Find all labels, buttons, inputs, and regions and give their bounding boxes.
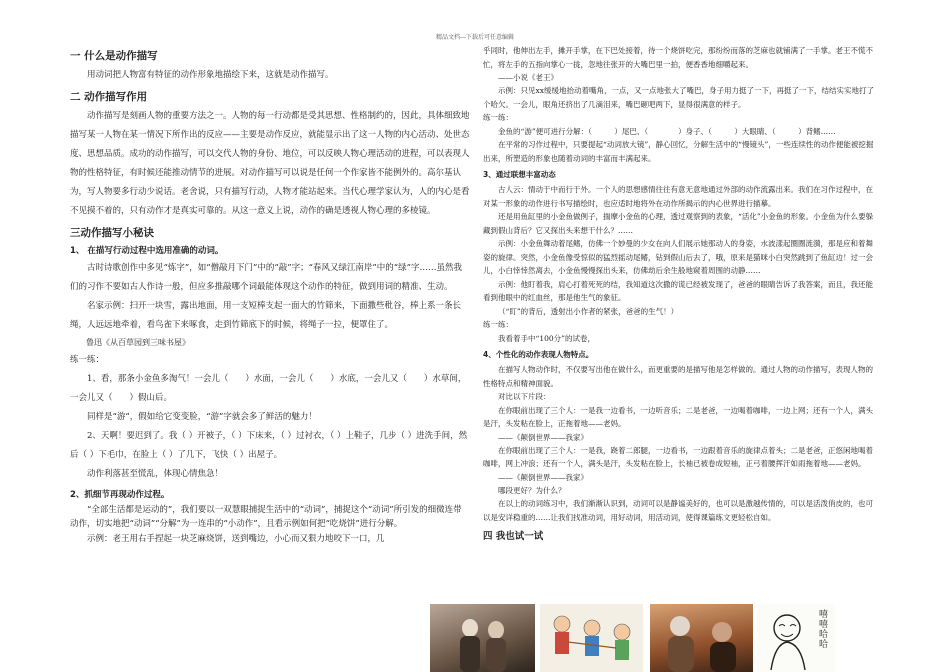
tip-4-fragment-1: 在你眼前出现了三个人：一是我一边看书，一边听音乐；二是老爸，一边喝着咖啡，一边上网；还有一个人，满头是汗，头发粘在脸上，正拖着地——老妈。 [483, 405, 873, 428]
illustration-strip [430, 604, 935, 672]
tip-4-body: 在描写人物动作时，不仅要写出他在做什么，而更重要的是描写他是怎样做的。通过人物的动作描写，表现人物的性格特点和精神面貌。 [483, 365, 873, 388]
children-pulling-cartoon [540, 604, 643, 672]
tip-4-summary: 在以上的动词练习中，我们渐渐认识到，动词可以是静谧美好的，也可以是激越传情的，可以是活泼俏皮的，也可以是安详稳重的……让我们找准动词，用好动词，用活动词，使得课篇练文更轻松自如。 [483, 499, 873, 522]
tip-2-example-cont: 乎同时，他伸出左手，摊开手掌，在下巴处接着，待一个烧饼吃完，那纷纷而落的芝麻也就铺满了一手掌。老王不慌不忙，将左手的五指向掌心一拢，忽地往张开的大嘴巴里一拍，便香香地细嚼起来。 [483, 46, 873, 69]
tip-2-body: “全部生活都是运动的”，我们要以一双慧眼捕捉生活中的“动词”，捕捉这个“动词”所引发的细微连带动作，切实地把“动词”“分解”为一连串的“小动作”，且看示例如何把“吃烧饼”进行分解。 [70, 505, 462, 529]
tip-3-note: （“盯”的背后，透射出小作者的紧张，爸爸的生气！） [498, 306, 679, 316]
tip-2-example: 示例：老王用右手捏起一块芝麻烧饼，送到嘴边，小心而又狠力地咬下一口，几 [87, 534, 385, 544]
tip-1-title: 1、 在描写行动过程中选用准确的动词。 [70, 246, 224, 256]
tip-1-body: 古时诗歌创作中多见“炼字”，如“僧敲月下门”中的“敲”字；“春风又绿江南岸”中的“绿”字……虽然我们的习作不要如古人作诗一般，但应多推敲哪个词最能体现这个动作的特征，做到用词的精准、生动。 [70, 263, 462, 292]
exercise-label: 练一练： [70, 355, 105, 365]
exercise-2: 2、天啊！要迟到了。我（ ）开被子，（ ）下床来，（ ）过衬衣，（ ）上鞋子，几步（ ）进洗手间，然后（ ）下毛巾，在脸上（ ）了几下，飞快（ ）出屋子。 [70, 431, 468, 460]
exercise-3: 金鱼的“游”便可进行分解：（ ）尾巴、（ ）身子、（ ）大眼睛、（ ）背鳍…… [498, 126, 836, 136]
tip-2-source: ——小说《老王》 [498, 73, 558, 82]
left-column [70, 44, 470, 547]
right-column [483, 44, 878, 545]
exercise-2-note: 动作利落甚至慌乱，体现心情焦急！ [87, 469, 224, 479]
exercise-label-2: 练一练： [483, 113, 513, 122]
tip-4-title: 4、个性化的动作表现人物特点。 [483, 350, 594, 359]
section-1-title: 一 什么是动作描写 [70, 50, 158, 62]
section-2-title: 二 动作描写作用 [70, 91, 148, 103]
elder-feeding-photo [650, 604, 753, 672]
tip-3-example-2: 示例：他盯着我，肩心打着死死的结，我知道这次撒的谎已经被发现了，爸爸的眼睛告诉了我答案，而且，我还能看到他眼中的红血丝，那是他生气的象征。 [483, 279, 873, 302]
monk-calligraphy-sketch [757, 604, 835, 672]
tip-3-example-1: 示例：小金鱼舞动着尾鳍，仿佛一个妙曼的少女在向人们展示她那动人的身姿，水波漾起圈圈涟漪，那是应和着舞姿的旋律。突然，小金鱼像受惊似的猛烈摇动尾鳍，钻到假山后去了，哦，原来是猫咪小白突然跳到了鱼缸边！过一会儿，小白悻悻然离去，小金鱼慢慢探出头来，仿佛劫后余生般地窥着周围的动静…… [483, 239, 873, 275]
tip-3-body: 古人云：情动于中而行于外。一个人的思想感情往往有意无意地通过外部的动作流露出来。我们在习作过程中，在对某一形象的动作进行书写描绘时，也应适时地将外在动作所揭示的内心世界进行描摹。 [483, 185, 873, 208]
tip-2-example-2: 示例：只见xx缓缓地抬动着嘴角，一点，又一点地张大了嘴巴，身子用力挺了一下，再挺了一下，结结实实地打了个哈欠。一会儿，眼角还挤出了几滴泪来，嘴巴砸吧两下，显得很满意的样子。 [483, 86, 874, 109]
section-2-body: 动作描写是刻画人物的重要方法之一。人物的每一行动都是受其思想、性格制约的，因此，具体细致地描写某一人物在某一情况下所作出的反应——主要是动作反应，就能显示出了这一人物的内心活动、处世态度、思想品质。成功的动作描写，可以交代人物的身份、地位，可以反映人物心理活动的进程，可以表现人物的性格特征，有时候还能推动情节的进展。对动作描写可以说是任何一个作家皆不能例外的。高尔基认为，写人物要多行动少说话。老舍说，只有描写行动，人物才能站起来。当代心理学家认为，人的内心是看不见摸不着的，只有动作才是真实可靠的。从这一意义上说，动作的确是透视人物心理的多棱镜。 [70, 111, 470, 216]
tip-4-question: 哪段更好？为什么？ [498, 485, 566, 495]
tip-4-source-1: ——《颠倒世界——我家》 [498, 432, 588, 442]
section-3-title: 三动作描写小秘诀 [70, 227, 154, 239]
tip-4-fragment-2: 在你眼前出现了三个人：一是我，跷着二郎腿，一边看书，一边跟着音乐的旋律点着头；二是老爸，正悠闲地喝着咖啡，网上冲浪；还有一个人，满头是汗，头发粘在脸上，长袖已被卷成短袖，正弓着腰挥汗如雨拖着地——老妈。 [483, 445, 873, 468]
exercise-1: 1、看，那条小金鱼多淘气！一会儿（ ）水面，一会儿（ ）水底，一会儿又（ ）水草间，一会儿又（ ）假山后。 [70, 374, 467, 403]
section-1-body: 用动词把人物富有特征的动作形象地描绘下来，这就是动作描写。 [87, 70, 334, 80]
exercise-label-3: 练一练： [483, 320, 513, 329]
exercise-4: 我看着手中“100分”的试卷， [498, 333, 595, 343]
tip-2-summary: 在平常的习作过程中，只要提起“动词放大镜”，静心回忆，分解生活中的“慢镜头”，一些连续性的动作便能被挖掘出来，所塑造的形象也随着动词的丰富而丰满起来。 [483, 140, 874, 163]
tip-3-body-2: 还是用鱼缸里的小金鱼做例子，揣摩小金鱼的心理，透过观察到的表象，“活化”小金鱼的形象。小金鱼为什么要躲藏到假山背后？它又探出头来想干什么？…… [483, 212, 874, 235]
tip-2-title: 2、抓细节再现动作过程。 [70, 490, 170, 500]
exercise-1-note: 同样是“游”，假如给它变变脸，“游”字就会多了鲜活的魅力！ [87, 412, 317, 422]
tip-4-compare: 对比以下片段： [498, 392, 551, 401]
elderly-couple-walking-photo [430, 604, 535, 672]
tip-1-source: 鲁迅《从百草园到三味书屋》 [86, 338, 190, 347]
page-header: 精品文档---下载后可任意编辑 [435, 34, 515, 41]
section-4-title: 四 我也试一试 [483, 531, 544, 542]
sketch-caption: 嘻嘻哈哈 [819, 610, 829, 650]
tip-1-example: 名家示例：扫开一块雪，露出地面，用一支短棒支起一面大的竹筛来，下面撒些秕谷，棒上系一条长绳，人远远地牵着，看鸟雀下来啄食，走到竹筛底下的时候，将绳子一拉，便罩住了。 [70, 301, 462, 330]
tip-3-title: 3、通过联想丰富动态 [483, 170, 556, 179]
tip-4-source-2: ——《颠倒世界——我家》 [498, 472, 588, 482]
